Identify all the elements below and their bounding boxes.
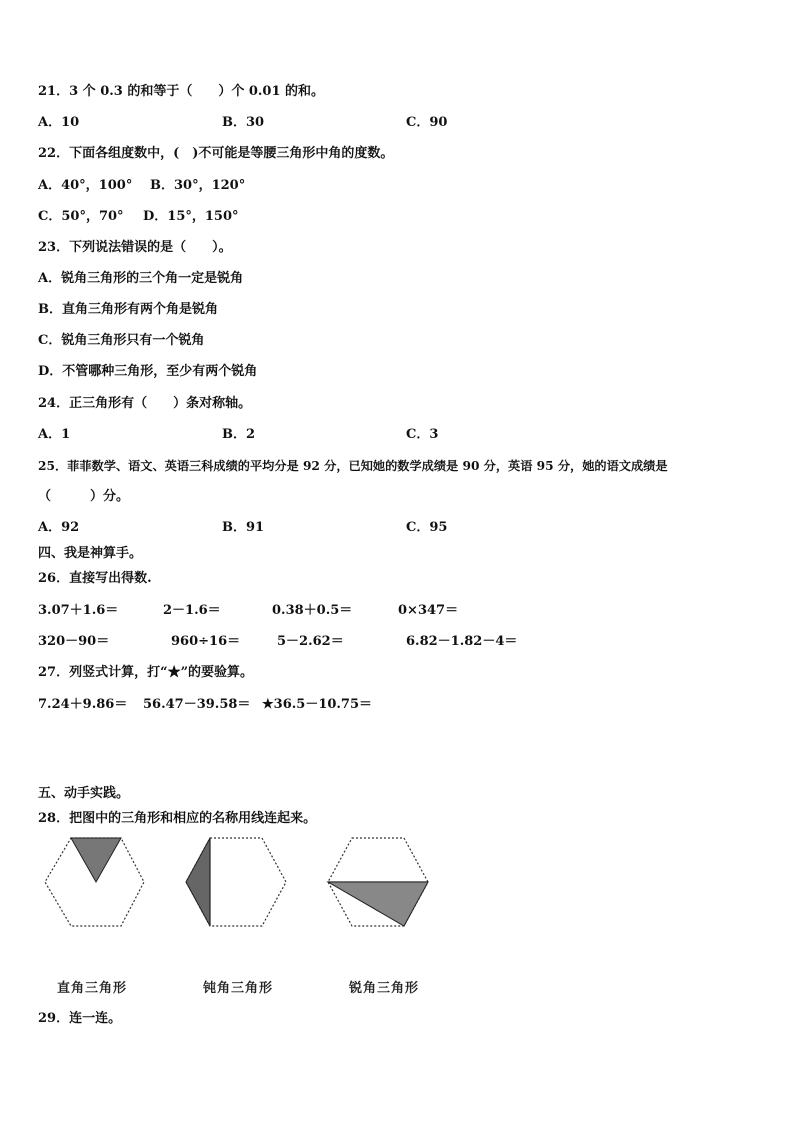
q22-option-a: A．40°，100° bbox=[38, 178, 133, 193]
q21-stem: 21．3 个 0.3 的和等于（ ）个 0.01 的和。 bbox=[38, 84, 325, 99]
q23-option-a: A．锐角三角形的三个角一定是锐角 bbox=[38, 271, 244, 286]
q26-r1-c3: 0.38＋0.5＝ bbox=[272, 603, 353, 618]
q25-stem-line2: （ ）分。 bbox=[38, 489, 130, 504]
hexagon-figure-1 bbox=[45, 838, 144, 926]
q22-option-c: C．50°，70° bbox=[38, 209, 124, 224]
q26-r1-c1: 3.07＋1.6＝ bbox=[38, 603, 119, 618]
q24-stem: 24．正三角形有（ ）条对称轴。 bbox=[38, 396, 252, 411]
q23-option-b: B．直角三角形有两个角是锐角 bbox=[38, 302, 218, 317]
q28-stem: 28．把图中的三角形和相应的名称用线连起来。 bbox=[38, 811, 317, 826]
q28-label-acute-triangle: 锐角三角形 bbox=[349, 981, 420, 996]
q27-item-2: 56.47－39.58＝ bbox=[143, 697, 251, 712]
hexagon-figure-3 bbox=[328, 838, 428, 926]
q25-option-a: A．92 bbox=[38, 520, 80, 535]
q26-stem: 26．直接写出得数. bbox=[38, 571, 152, 586]
q21-option-b: B．30 bbox=[222, 115, 265, 130]
q27-item-3: ★36.5－10.75＝ bbox=[262, 697, 373, 712]
q26-r2-c4: 6.82－1.82－4＝ bbox=[406, 634, 518, 649]
q21-option-c: C．90 bbox=[406, 115, 448, 130]
q28-label-right-triangle: 直角三角形 bbox=[57, 981, 128, 996]
q26-r2-c2: 960÷16＝ bbox=[171, 634, 241, 649]
q26-r1-c4: 0×347＝ bbox=[398, 603, 459, 618]
q24-option-a: A．1 bbox=[38, 427, 71, 442]
q23-stem: 23．下列说法错误的是（ ）。 bbox=[38, 240, 232, 255]
q23-option-c: C．锐角三角形只有一个锐角 bbox=[38, 333, 205, 348]
q28-label-obtuse-triangle: 钝角三角形 bbox=[203, 981, 274, 996]
q25-option-b: B．91 bbox=[222, 520, 265, 535]
section-4-heading: 四、我是神算手。 bbox=[38, 546, 143, 561]
q22-stem: 22．下面各组度数中，( )不可能是等腰三角形中角的度数。 bbox=[38, 146, 394, 161]
q21-option-a: A．10 bbox=[38, 115, 80, 130]
q22-option-b: B．30°，120° bbox=[150, 178, 246, 193]
q26-r1-c2: 2－1.6＝ bbox=[163, 603, 221, 618]
q25-stem-line1: 25．菲菲数学、语文、英语三科成绩的平均分是 92 分，已知她的数学成绩是 90 分，英语 95 分，她的语文成绩是 bbox=[38, 459, 668, 473]
q25-option-c: C．95 bbox=[406, 520, 448, 535]
q22-option-d: D．15°，150° bbox=[143, 209, 239, 224]
q29-stem: 29．连一连。 bbox=[38, 1011, 122, 1026]
q27-item-1: 7.24＋9.86＝ bbox=[38, 697, 128, 712]
q24-option-c: C．3 bbox=[406, 427, 439, 442]
q24-option-b: B．2 bbox=[222, 427, 256, 442]
q23-option-d: D．不管哪种三角形，至少有两个锐角 bbox=[38, 364, 258, 379]
q27-stem: 27．列竖式计算，打“★”的要验算。 bbox=[38, 665, 254, 680]
q26-r2-c1: 320－90＝ bbox=[38, 634, 110, 649]
q26-r2-c3: 5－2.62＝ bbox=[277, 634, 344, 649]
hexagon-figure-2 bbox=[186, 838, 286, 926]
section-5-heading: 五、动手实践。 bbox=[38, 786, 130, 801]
